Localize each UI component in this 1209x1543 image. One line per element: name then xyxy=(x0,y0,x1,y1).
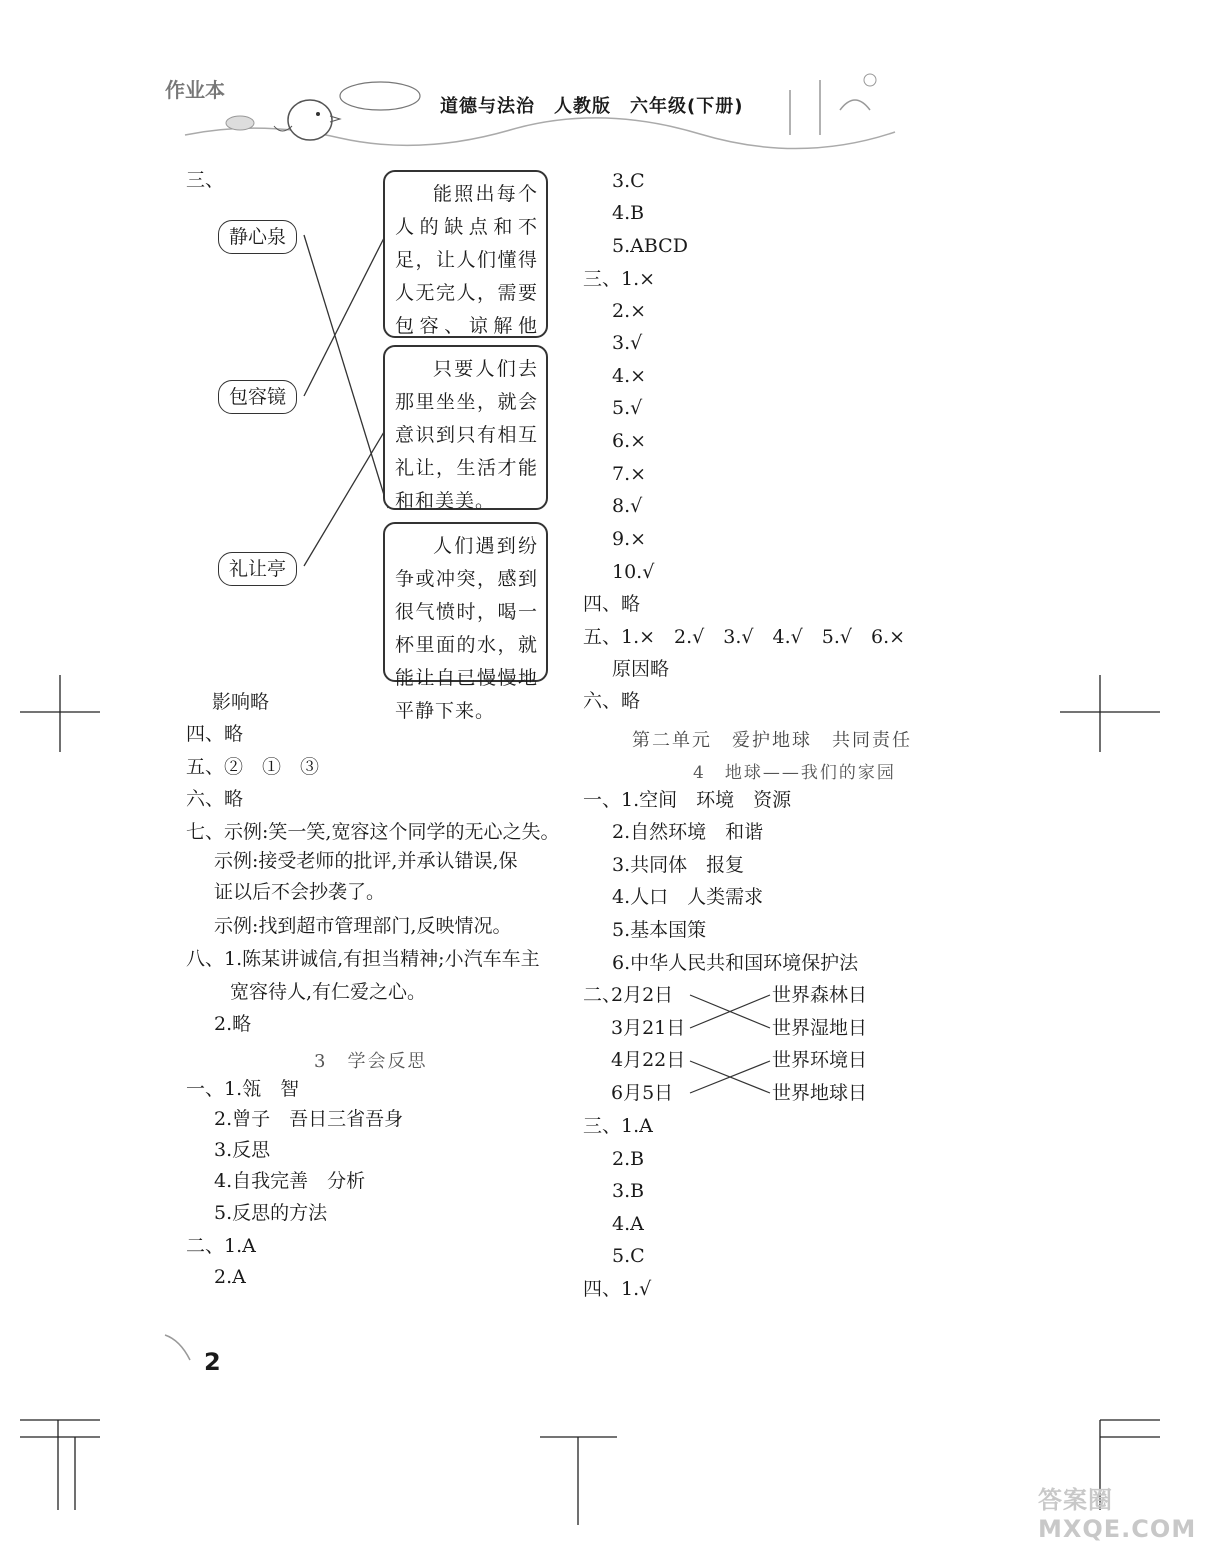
answer-line: 4.× xyxy=(612,365,647,387)
answer-line: 5.ABCD xyxy=(612,235,688,257)
pill-lirangting: 礼让亭 xyxy=(218,552,297,586)
match-date: 6月5日 xyxy=(611,1082,674,1104)
answer-line: 3.√ xyxy=(612,332,643,354)
answer-line: 7.× xyxy=(612,463,647,485)
answer-line: 4.B xyxy=(612,202,645,224)
match-day: 世界环境日 xyxy=(772,1049,868,1071)
answer-line: 四、略 xyxy=(583,593,641,615)
unit-title: 第二单元 爱护地球 共同责任 xyxy=(632,730,912,751)
answer-line: 6.中华人民共和国环境保护法 xyxy=(612,952,859,974)
answer-line: 原因略 xyxy=(612,658,670,680)
logo-text: 作业本 xyxy=(165,78,225,102)
watermark: 答案圈 MXQE.COM xyxy=(1038,1486,1197,1543)
answer-line: 三、1.A xyxy=(583,1115,653,1137)
match-date: 2月2日 xyxy=(611,984,674,1006)
pill-baorongjing: 包容镜 xyxy=(218,380,297,414)
match-day: 世界地球日 xyxy=(772,1082,868,1104)
answer-line: 证以后不会抄袭了。 xyxy=(214,881,386,903)
match-day: 世界森林日 xyxy=(772,984,868,1006)
lesson-title: 3 学会反思 xyxy=(314,1051,428,1072)
section-label: 三、 xyxy=(186,169,225,191)
answer-line: 3.共同体 报复 xyxy=(612,854,745,876)
answer-line: 一、1.瓴 智 xyxy=(186,1078,300,1100)
answer-line: 四、略 xyxy=(186,723,244,745)
answer-line: 影响略 xyxy=(212,691,270,713)
pill-jingxinquan: 静心泉 xyxy=(218,220,297,254)
answer-line: 六、略 xyxy=(583,690,641,712)
answer-line: 2.A xyxy=(214,1266,246,1288)
answer-line: 七、示例:笑一笑,宽容这个同学的无心之失。 xyxy=(186,821,560,843)
answer-line: 5.√ xyxy=(612,397,643,419)
answer-line: 一、1.空间 环境 资源 xyxy=(583,789,792,811)
answer-line: 4.人口 人类需求 xyxy=(612,886,764,908)
answer-line: 10.√ xyxy=(612,561,655,583)
answer-line: 三、1.× xyxy=(583,268,656,290)
answer-line: 3.反思 xyxy=(214,1139,271,1161)
answer-line: 示例:找到超市管理部门,反映情况。 xyxy=(214,915,512,937)
description-text-1: 能照出每个人的缺点和不足，让人们懂得人无完人，需要包容、谅解他 xyxy=(395,183,538,337)
answer-line: 四、1.√ xyxy=(583,1278,652,1300)
answer-line: 3.B xyxy=(612,1180,645,1202)
answer-line: 3.C xyxy=(612,170,645,192)
answer-line: 9.× xyxy=(612,528,647,550)
answer-line: 2.自然环境 和谐 xyxy=(612,821,764,843)
answer-line: 5.反思的方法 xyxy=(214,1202,328,1224)
lesson-title: 4 地球——我们的家园 xyxy=(693,763,896,783)
answer-line: 五、② ① ③ xyxy=(186,756,320,778)
answer-line: 六、略 xyxy=(186,788,244,810)
page-header-title: 道德与法治 人教版 六年级(下册) xyxy=(440,96,744,117)
answer-line: 五、1.× 2.√ 3.√ 4.√ 5.√ 6.× xyxy=(583,626,906,648)
answer-line: 二、1.A xyxy=(186,1235,256,1257)
answer-line: 4.A xyxy=(612,1213,644,1235)
answer-line: 4.自我完善 分析 xyxy=(214,1170,366,1192)
answer-line: 八、1.陈某讲诚信,有担当精神;小汽车车主 xyxy=(186,948,540,970)
matching-prefix: 二、 xyxy=(583,984,622,1006)
answer-line: 宽容待人,有仁爱之心。 xyxy=(230,981,427,1003)
description-text-2: 只要人们去那里坐坐，就会意识到只有相互礼让，生活才能和和美美。 xyxy=(395,358,538,512)
match-date: 3月21日 xyxy=(611,1017,686,1039)
match-day: 世界湿地日 xyxy=(772,1017,868,1039)
page-number: 2 xyxy=(204,1348,221,1376)
match-date: 4月22日 xyxy=(611,1049,686,1071)
answer-line: 5.C xyxy=(612,1245,645,1267)
answer-line: 2.× xyxy=(612,300,647,322)
answer-line: 8.√ xyxy=(612,495,643,517)
answer-line: 2.略 xyxy=(214,1013,252,1035)
answer-line: 示例:接受老师的批评,并承认错误,保 xyxy=(214,850,518,872)
answer-line: 2.曾子 吾日三省吾身 xyxy=(214,1108,404,1130)
answer-line: 6.× xyxy=(612,430,647,452)
answer-line: 5.基本国策 xyxy=(612,919,707,941)
answer-line: 2.B xyxy=(612,1148,645,1170)
description-text-3: 人们遇到纷争或冲突，感到很气愤时，喝一杯里面的水，就能让自已慢慢地平静下来。 xyxy=(395,535,538,722)
